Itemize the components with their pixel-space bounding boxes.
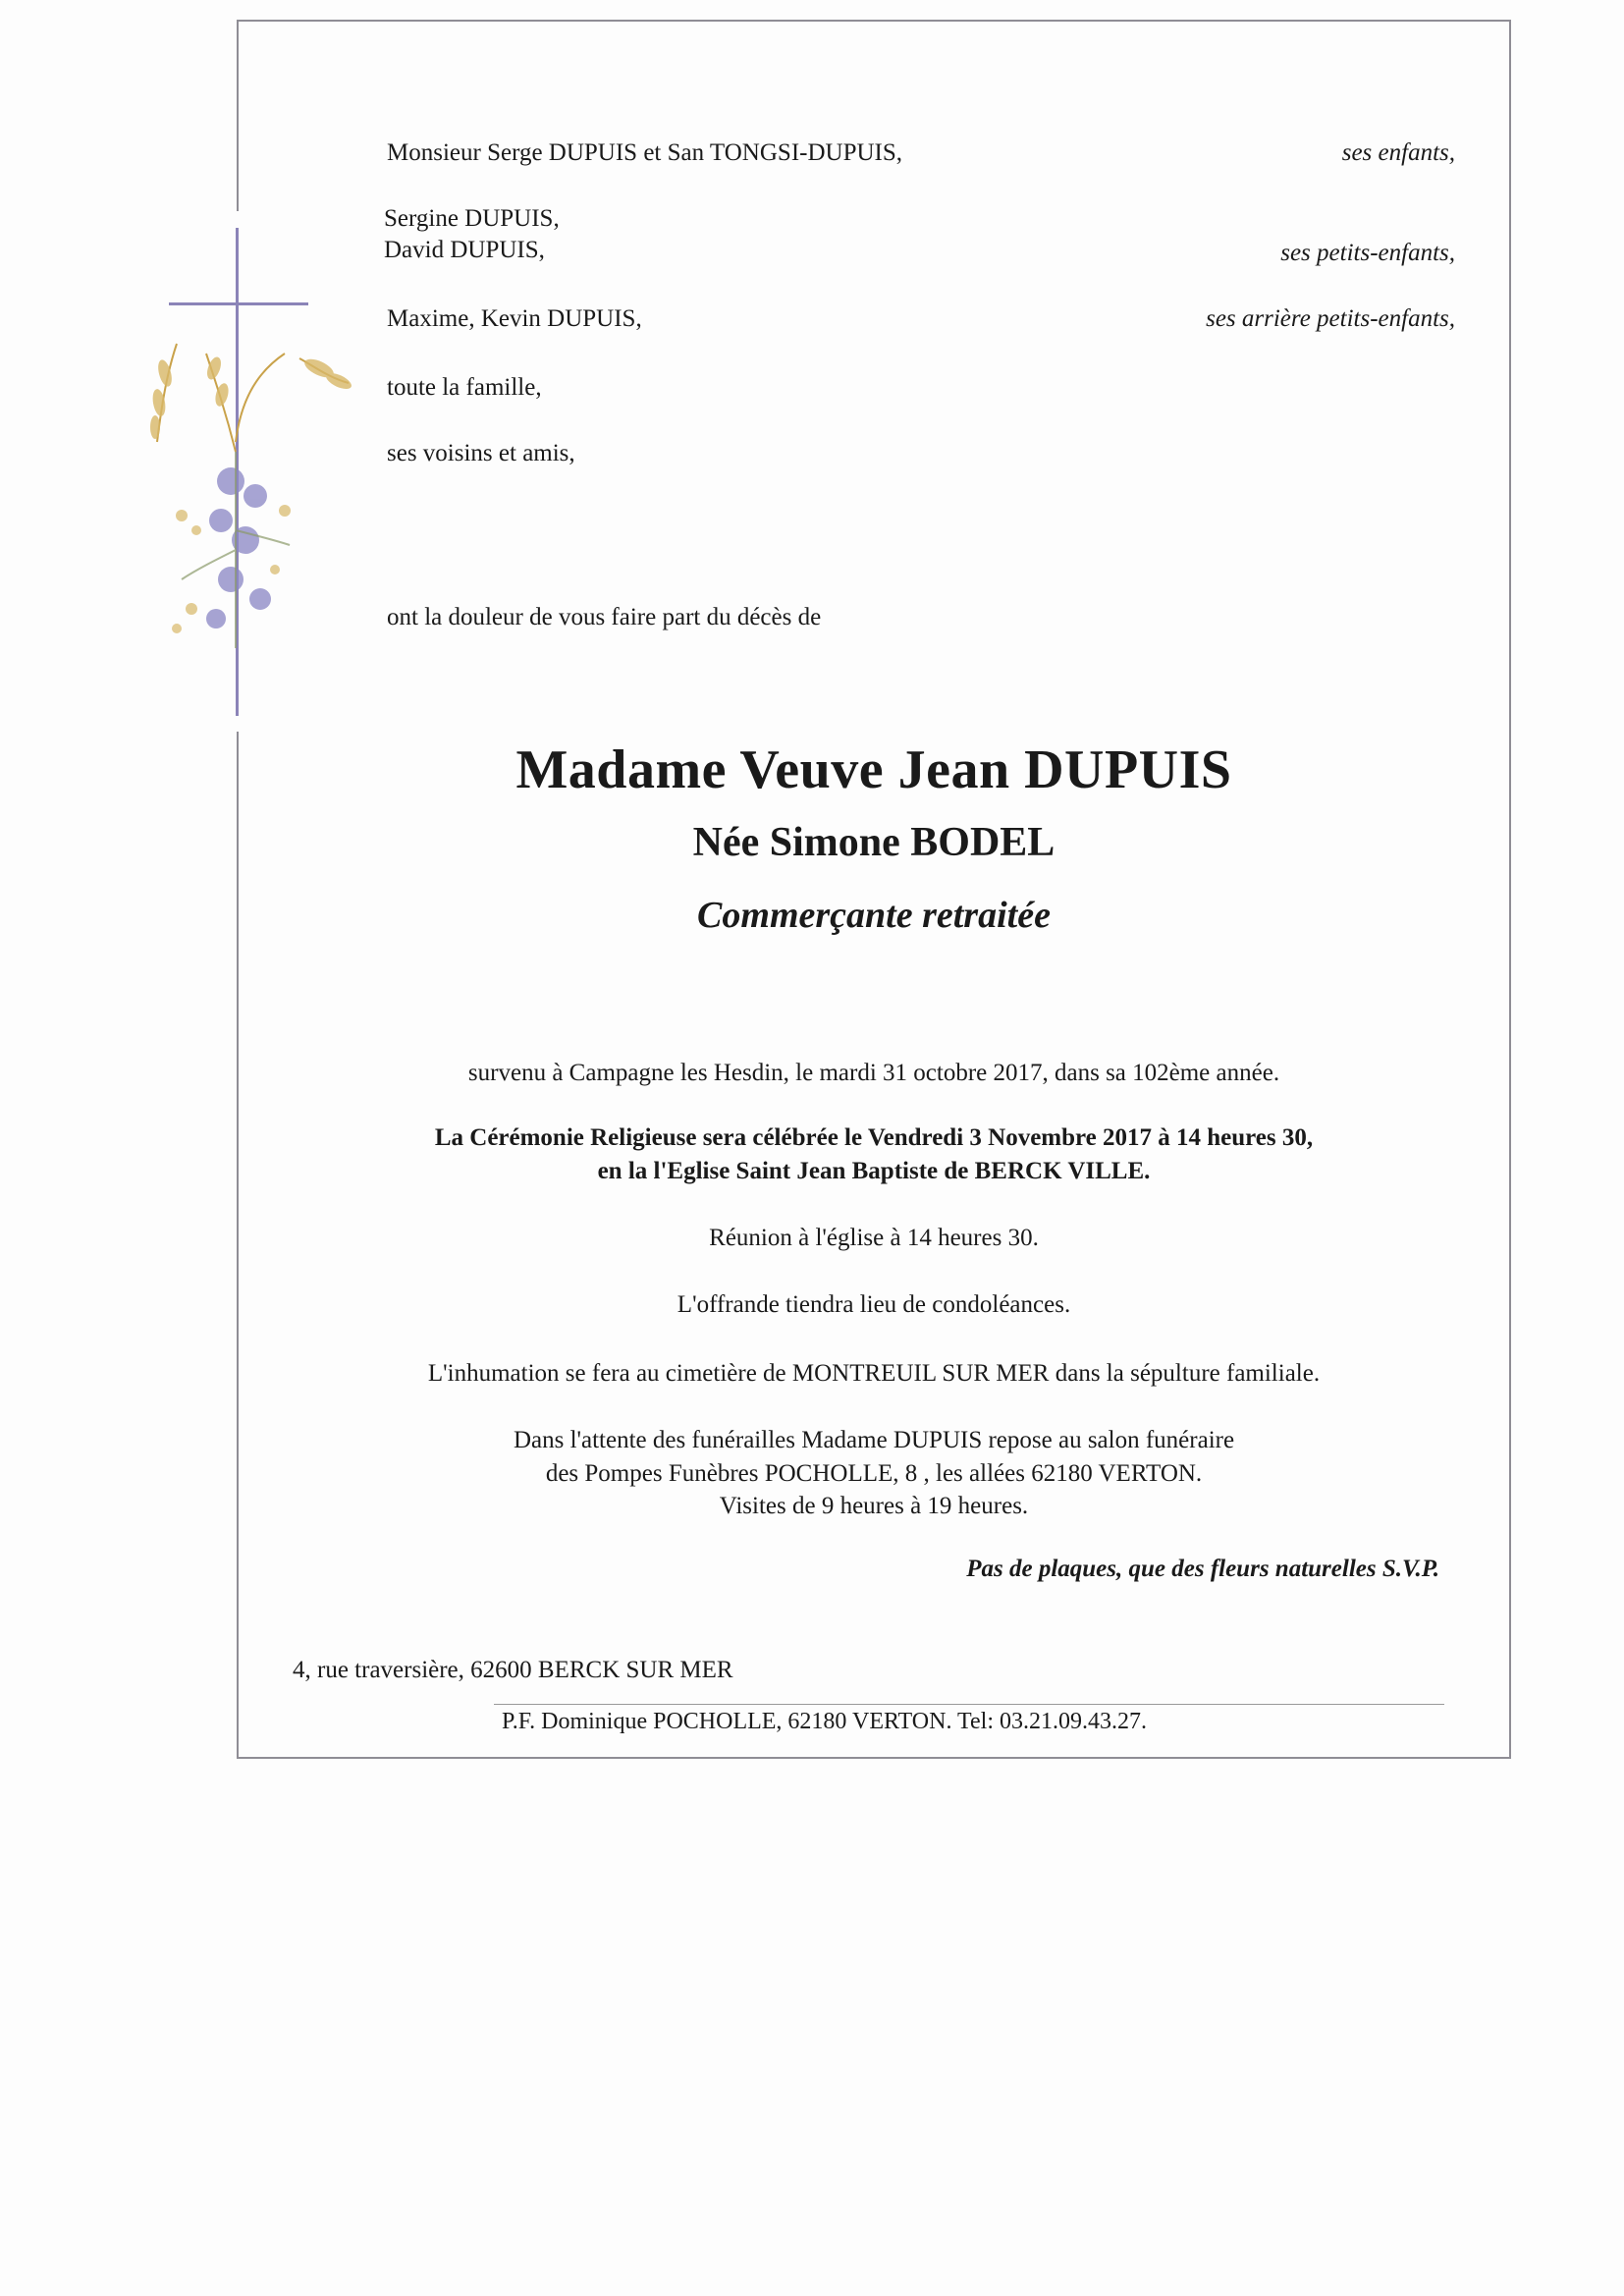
footer-divider — [494, 1704, 1444, 1705]
family-role: ses arrière petits-enfants, — [1206, 305, 1455, 332]
birth-name: Née Simone BODEL — [692, 820, 1056, 865]
family-role: ses enfants, — [1341, 139, 1455, 166]
burial-text: L'inhumation se fera au cimetière de MONTREUIL SUR MER dans la sépulture familiale. — [427, 1360, 1321, 1387]
death-details: survenu à Campagne les Hesdin, le mardi 31 octobre 2017, dans sa 102ème année. — [467, 1060, 1280, 1086]
family-line: Sergine DUPUIS, — [384, 205, 560, 232]
reunion-text: Réunion à l'église à 14 heures 30. — [709, 1225, 1039, 1251]
cross-horizontal-bar — [169, 302, 308, 305]
family-line: Monsieur Serge DUPUIS et San TONGSI-DUPUIS, — [387, 139, 903, 166]
funeral-home-line: Visites de 9 heures à 19 heures. — [719, 1493, 1029, 1519]
family-line: ses voisins et amis, — [387, 440, 575, 466]
funeral-home-line: des Pompes Funèbres POCHOLLE, 8 , les allées 62180 VERTON. — [545, 1460, 1203, 1487]
family-role: ses petits-enfants, — [1280, 240, 1455, 266]
funeral-director-footer: P.F. Dominique POCHOLLE, 62180 VERTON. Tel: 03.21.09.43.27. — [502, 1709, 1147, 1734]
deceased-name: Madame Veuve Jean DUPUIS — [515, 739, 1232, 800]
flowers-note: Pas de plaques, que des fleurs naturelles S.V.P. — [966, 1556, 1439, 1582]
offering-text: L'offrande tiendra lieu de condoléances. — [677, 1291, 1071, 1318]
ceremony-line: en la l'Eglise Saint Jean Baptiste de BERCK VILLE. — [597, 1158, 1151, 1184]
ceremony-line: La Cérémonie Religieuse sera célébrée le Vendredi 3 Novembre 2017 à 14 heures 30, — [434, 1124, 1314, 1151]
intro-text: ont la douleur de vous faire part du décès de — [387, 604, 822, 630]
wheat-and-flowers-icon — [137, 334, 373, 658]
profession: Commerçante retraitée — [697, 895, 1051, 936]
family-address: 4, rue traversière, 62600 BERCK SUR MER — [293, 1657, 733, 1683]
family-line: toute la famille, — [387, 374, 542, 401]
funeral-home-line: Dans l'attente des funérailles Madame DUPUIS repose au salon funéraire — [513, 1427, 1235, 1453]
family-line: David DUPUIS, — [384, 237, 545, 263]
family-line: Maxime, Kevin DUPUIS, — [387, 305, 642, 332]
